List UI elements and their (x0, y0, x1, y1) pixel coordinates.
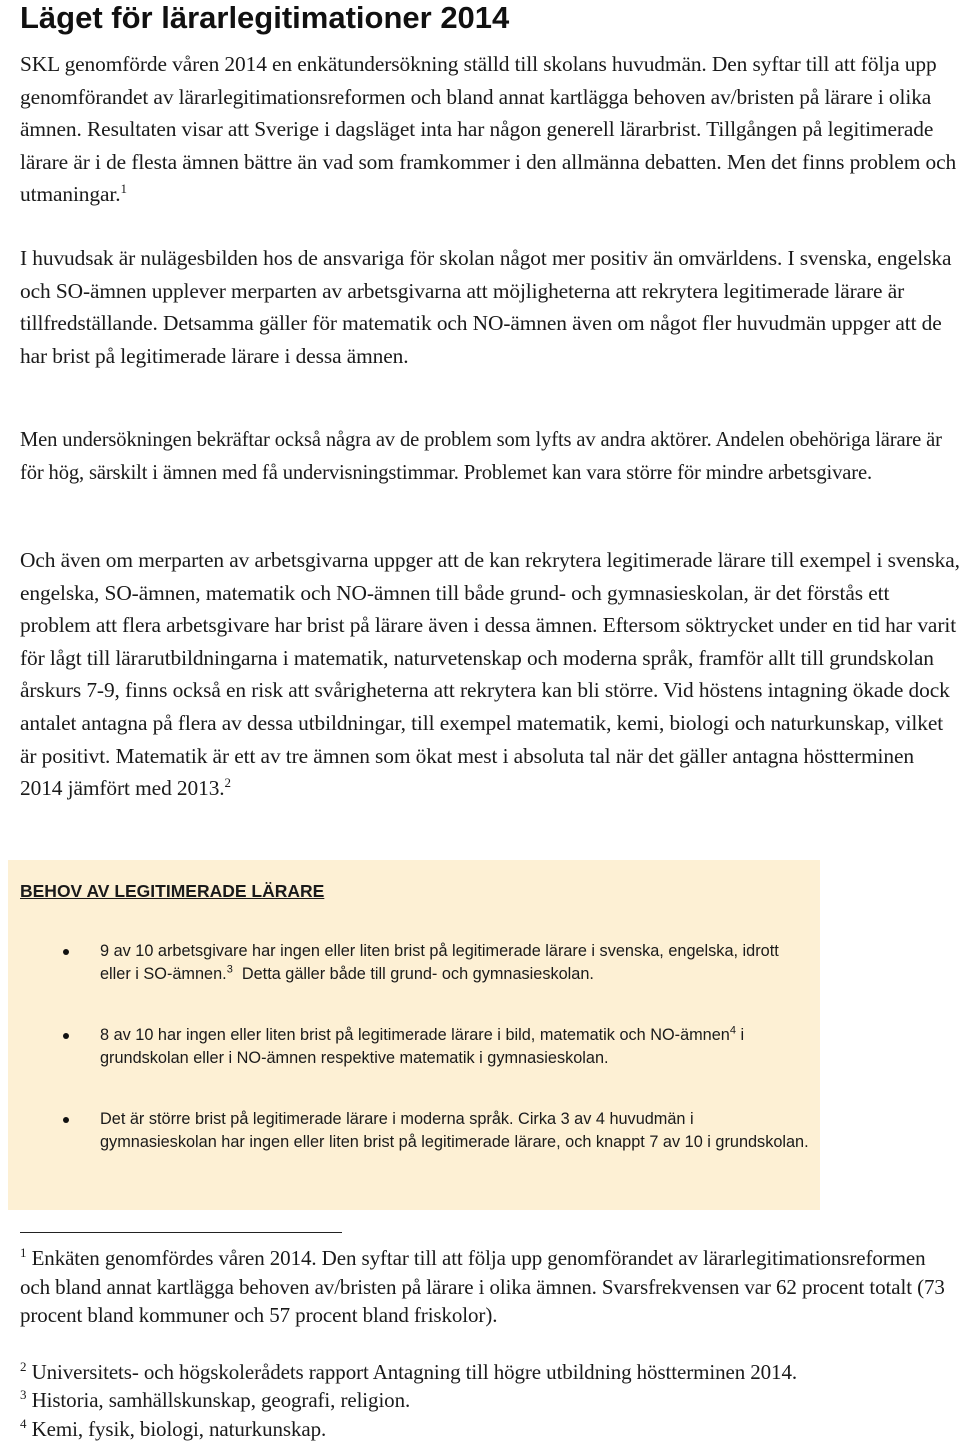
footnote-text: Kemi, fysik, biologi, naturkunskap. (31, 1417, 327, 1441)
list-item (100, 940, 810, 986)
list-item-text: i grundskolan eller i NO-ämnen respektive matematik i gymnasieskolan. (100, 1026, 745, 1067)
list-item-text: Det är större brist på legitimerade lärare i moderna språk. Cirka 3 av 4 huvudmän i gymnasieskolan har ingen eller liten brist på legitimerade lärare, och knappt 7 av 10 i grundskolan. (100, 1110, 809, 1151)
fact-box (8, 860, 820, 1210)
list-item (100, 1108, 810, 1154)
footnote-number: 3 (20, 1387, 27, 1402)
paragraph-recruitment (20, 544, 960, 805)
footnote-number: 2 (20, 1359, 27, 1374)
bullet-icon (63, 949, 69, 955)
footnote-ref: 1 (120, 181, 127, 197)
paragraph-intro (20, 48, 960, 211)
fact-box-heading: BEHOV AV LEGITIMERADE LÄRARE (20, 881, 325, 901)
bullet-icon (63, 1033, 69, 1039)
footnote-ref: 4 (729, 1024, 736, 1037)
list-item-text: 9 av 10 arbetsgivare har ingen eller liten brist på legitimerade lärare i svenska, engelska, idrott eller i SO-ämnen. (100, 942, 779, 983)
list-item (100, 1024, 810, 1070)
paragraph-text: SKL genomförde våren 2014 en enkätundersökning ställd till skolans huvudmän. Den syftar till att följa upp genomförandet av lärarlegitimationsreformen och bland annat kartlägga behoven av/bristen på lärare i olika ämnen. Resultaten visar att Sverige i dagsläget inta har någon generell lärarbrist. Tillgången på legitimerade lärare är i de flesta ämnen bättre än vad som framkommer i den allmänna debatten. Men det finns problem och utmaningar. (20, 52, 957, 207)
footnote-ref: 2 (224, 775, 231, 791)
footnote-text: Enkäten genomfördes våren 2014. Den syftar till att följa upp genomförandet av lärarlegitimationsreformen och bland annat kartlägga behoven av/bristen på lärare i olika ämnen. Svarsfrekvensen var 62 procent totalt (73 procent bland kommuner och 57 procent bland friskolor). (20, 1246, 945, 1327)
paragraph-problems: Men undersökningen bekräftar också några av de problem som lyfts av andra aktörer. Andelen obehöriga lärare är för hög, särskilt i ämnen med få undervisningstimmar. Problemet kan vara större för mindre arbetsgivare. (20, 429, 942, 484)
footnote-ref: 3 (226, 963, 233, 976)
footnote-number: 1 (20, 1245, 27, 1260)
footnote-text: Historia, samhällskunskap, geografi, religion. (31, 1388, 411, 1412)
footnote-number: 4 (20, 1416, 27, 1431)
footnote (20, 1358, 950, 1387)
list-item-text: 8 av 10 har ingen eller liten brist på legitimerade lärare i bild, matematik och NO-ämnen (100, 1026, 730, 1044)
footnote (20, 1386, 950, 1415)
paragraph-text: Och även om merparten av arbetsgivarna uppger att de kan rekrytera legitimerade lärare till exempel i svenska, engelska, SO-ämnen, matematik och NO-ämnen till både grund- och gymnasieskolan, är det förstås ett problem att flera arbetsgivare har brist på lärare även i dessa ämnen. Eftersom söktrycket under en tid har varit för lågt till lärarutbildningarna i matematik, naturvetenskap och moderna språk, framför allt till grundskolan årskurs 7-9, finns också en risk att svårigheterna att rekrytera kan bli större. Vid höstens intagning ökade dock antalet antagna på flera av dessa utbildningar, till exempel matematik, kemi, biologi och naturkunskap, vilket är positivt. Matematik är ett av tre ämnen som ökat mest i absoluta tal när det gäller antagna höstterminen 2014 jämfört med 2013. (20, 548, 960, 801)
list-item-text: Detta gäller både till grund- och gymnasieskolan. (232, 965, 594, 983)
page-title: Läget för lärarlegitimationer 2014 (20, 0, 510, 35)
bullet-icon (63, 1117, 69, 1123)
paragraph-overview: I huvudsak är nulägesbilden hos de ansvariga för skolan något mer positiv än omvärldens. I svenska, engelska och SO-ämnen upplever merparten av arbetsgivarna att möjligheterna att rekrytera legitimerade lärare är tillfredställande. Detsamma gäller för matematik och NO-ämnen även om något fler huvudmän uppger att de har brist på legitimerade lärare i dessa ämnen. (20, 246, 952, 368)
footnote-divider (20, 1232, 342, 1233)
footnote (20, 1244, 950, 1330)
footnote (20, 1415, 950, 1444)
footnote-text: Universitets- och högskolerådets rapport Antagning till högre utbildning höstterminen 2014. (31, 1360, 798, 1384)
